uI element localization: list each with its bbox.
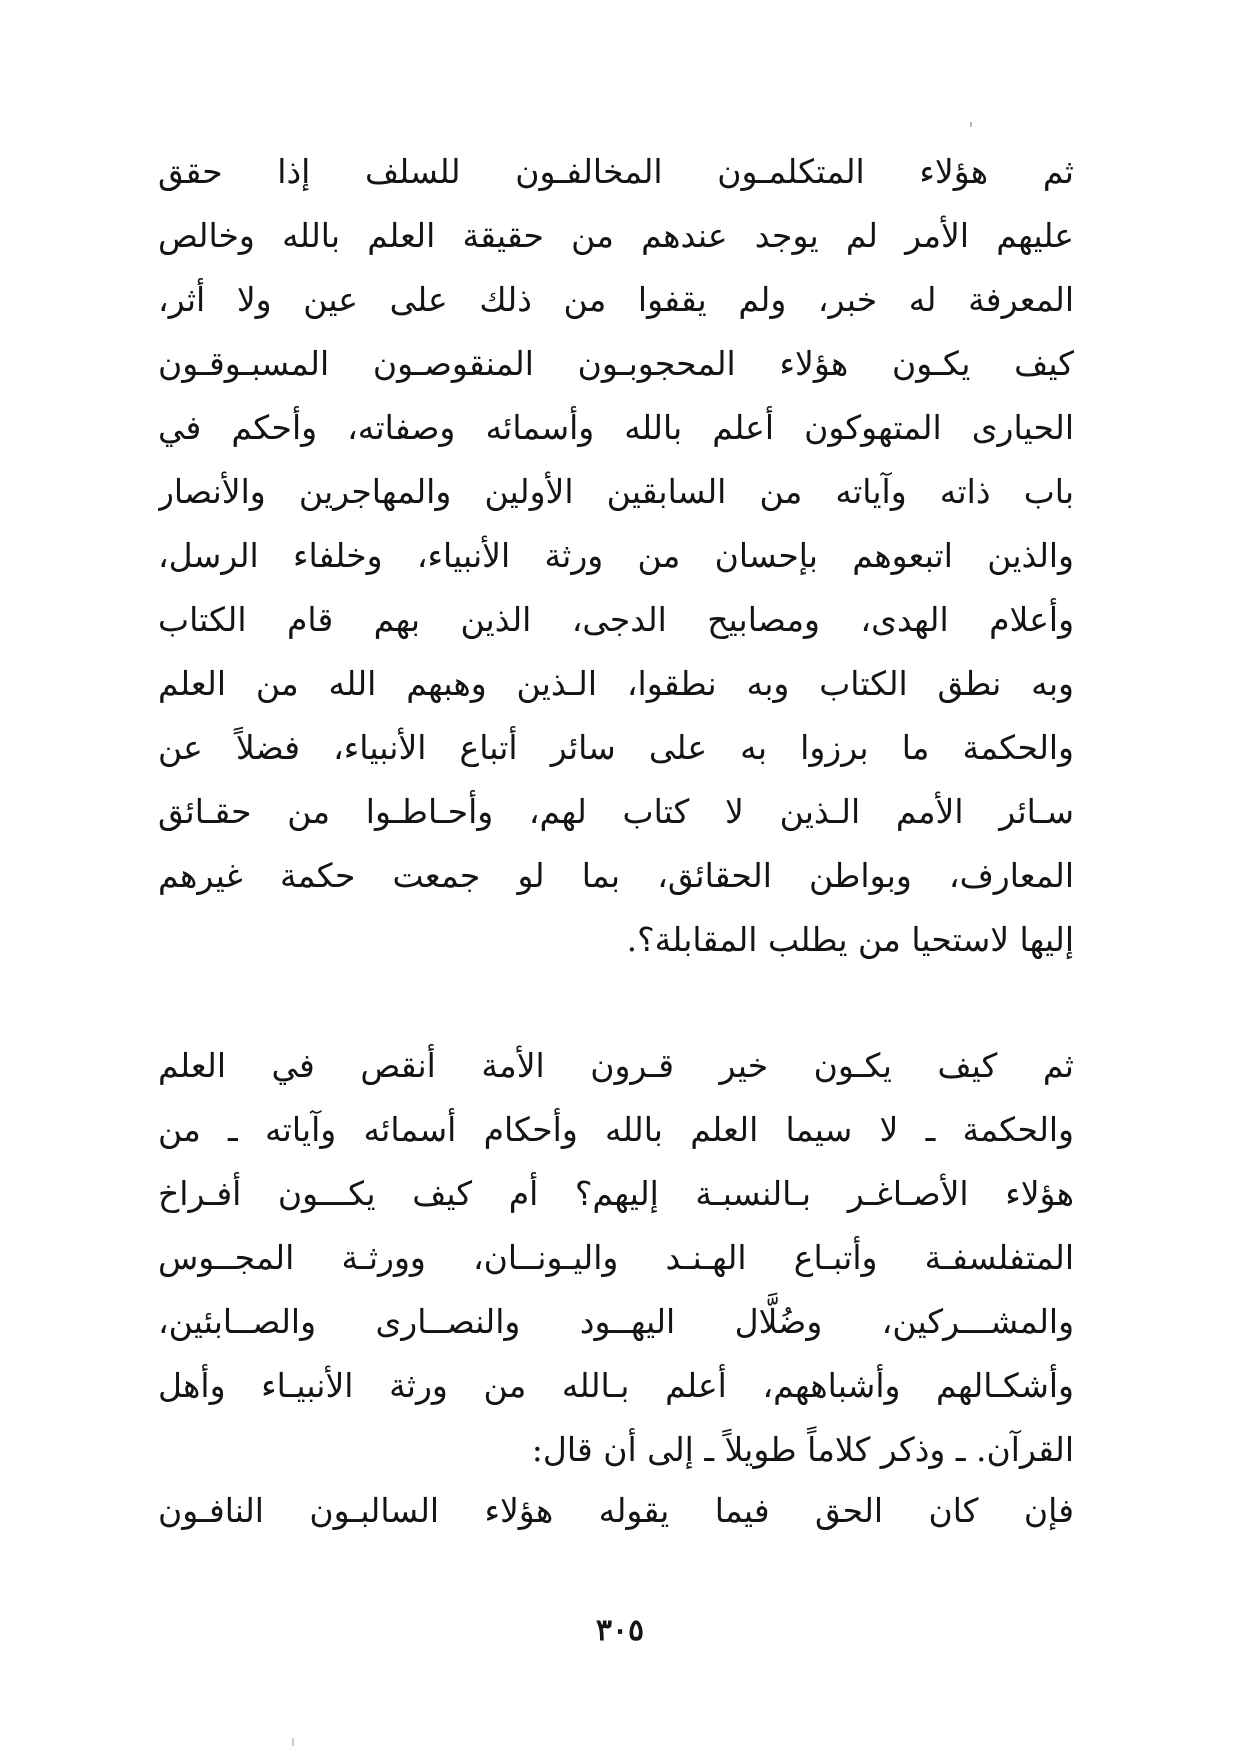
text-line: المعارف، وبواطن الحقائق، بما لو جمعت حكمة غيرهم (158, 856, 1074, 895)
text-line: والحكمة ما برزوا به على سائر أتباع الأنبياء، فضلاً عن (158, 728, 1074, 767)
scan-speck (292, 1738, 294, 1746)
text-line: وبه نطق الكتاب وبه نطقوا، الـذين وهبهم الله من العلم (158, 664, 1074, 703)
text-line: هؤلاء الأصـاغـر بـالنسبـة إليهم؟ أم كيف يكـــون أفـراخ (158, 1174, 1074, 1213)
text-line: كيف يكـون هؤلاء المحجوبـون المنقوصـون المسبـوقـون (158, 344, 1074, 383)
text-line: سـائر الأمم الـذين لا كتاب لهم، وأحـاطـوا من حقـائق (158, 792, 1074, 831)
text-line: باب ذاته وآياته من السابقين الأولين والمهاجرين والأنصار (158, 472, 1074, 511)
text-line: ثم هؤلاء المتكلمـون المخالفـون للسلف إذا حقق (158, 152, 1074, 191)
text-line: والذين اتبعوهم بإحسان من ورثة الأنبياء، وخلفاء الرسل، (158, 536, 1074, 575)
text-line: ثم كيف يكـون خير قـرون الأمة أنقص في العلم (158, 1046, 1074, 1085)
text-line: عليهم الأمر لم يوجد عندهم من حقيقة العلم بالله وخالص (158, 216, 1074, 255)
text-line: والحكمة ـ لا سيما العلم بالله وأحكام أسمائه وآياته ـ من (158, 1110, 1074, 1149)
text-line: فإن كان الحق فيما يقوله هؤلاء السالبـون النافـون (158, 1491, 1074, 1530)
paragraph-1 (158, 140, 1074, 972)
paragraph-3 (158, 1479, 1074, 1543)
text-line: المعرفة له خبر، ولم يقفوا من ذلك على عين ولا أثر، (158, 280, 1074, 319)
text-line: وأشكـالهم وأشباههم، أعلم بـالله من ورثة الأنبيـاء وأهل (158, 1366, 1074, 1405)
text-line: والمشـــركين، وضُلَّال اليهــود والنصــارى والصــابئين، (158, 1302, 1074, 1341)
page-number: ٣٠٥ (595, 1613, 645, 1648)
text-line: إليها لاستحيا من يطلب المقابلة؟. (626, 920, 1074, 959)
text-line: القرآن. ـ وذكر كلاماً طويلاً ـ إلى أن قال: (531, 1430, 1074, 1469)
text-line: الحيارى المتهوكون أعلم بالله وأسمائه وصفاته، وأحكم في (158, 408, 1074, 447)
paragraph-2 (158, 1034, 1074, 1482)
scan-speck (970, 122, 972, 127)
text-line: وأعلام الهدى، ومصابيح الدجى، الذين بهم قام الكتاب (158, 600, 1074, 639)
text-line: المتفلسفـة وأتبـاع الهـنـد واليـونــان، وورثـة المجــوس (158, 1238, 1074, 1277)
